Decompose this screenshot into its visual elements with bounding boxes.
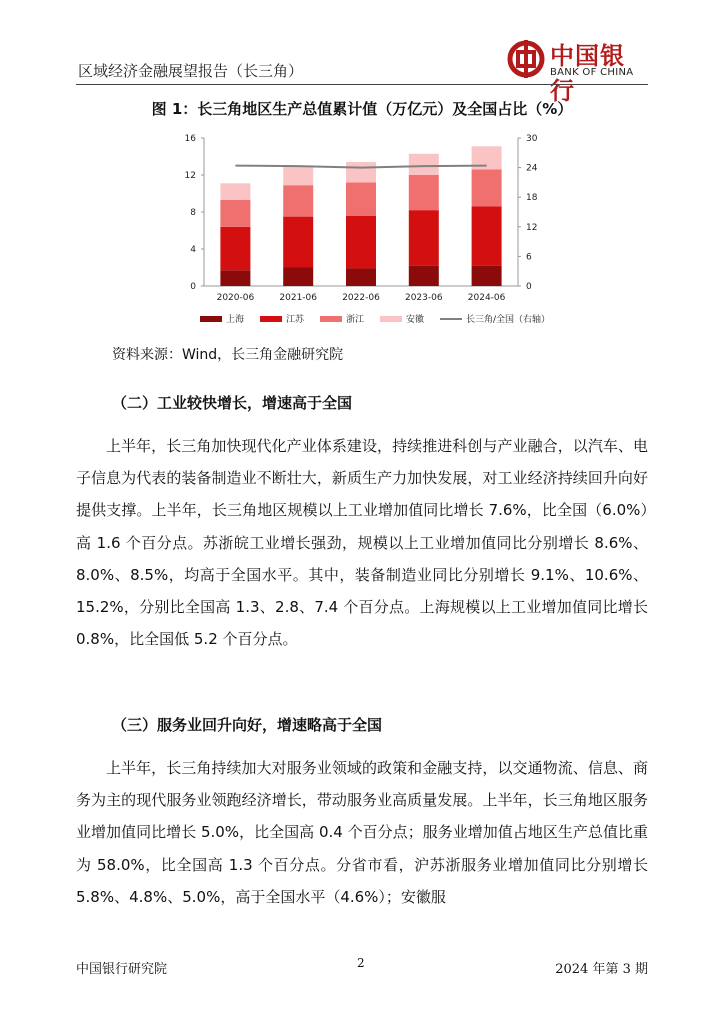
bar-segment [283, 185, 313, 216]
legend-label: 上海 [226, 315, 245, 325]
paragraph-industry: 上半年，长三角加快现代化产业体系建设，持续推进科创与产业融合，以汽车、电子信息为代表的装备制造业不断壮大，新质生产力加快发展，对工业经济持续回升向好提供支撑。上半年，长三角地区规模以上工业增加值同比增长 7.6%，比全国（6.0%）高 1.6 个百分点。苏浙皖工业增长强劲，规模以上工业增加值同比分别增长 8.6%、8.0%、8.5%，均高于全国水平。其中，装备制造业同比分别增长 9.1%、10.6%、15.2%，分别比全国高 1.3、2.8、7.4 个百分点。上海规模以上工业增加值同比增长 0.8%，比全国低 5.2 个百分点。 [76, 437, 648, 649]
bar-segment [409, 266, 439, 286]
right-tick-label: 30 [526, 134, 538, 144]
left-tick-label: 16 [184, 134, 196, 144]
right-tick-label: 6 [526, 252, 532, 263]
report-title: 区域经济金融展望报告（长三角） [78, 62, 304, 80]
footer-issue: 2024 年第 3 期 [555, 962, 648, 977]
paragraph-services: 上半年，长三角持续加大对服务业领域的政策和金融支持，以交通物流、信息、商务为主的现代服务业领跑经济增长，带动服务业高质量发展。上半年，长三角地区服务业增加值同比增长 5.0%，比全国高 0.4 个百分点；服务业增加值占地区生产总值比重为 58.0%，比全国高 1.3 个百分点。分省市看，沪苏浙服务业增加值同比分别增长 5.8%、4.8%、5.0%，高于全国水平（4.6%）；安徽服 [76, 759, 648, 906]
bar-segment [409, 210, 439, 266]
bar-segment [346, 162, 376, 182]
bank-of-china-emblem-icon [506, 39, 546, 79]
bar-segment [346, 182, 376, 215]
right-tick-label: 24 [526, 163, 538, 174]
right-tick-label: 0 [526, 282, 532, 292]
bar-segment [283, 268, 313, 287]
page-number: 2 [357, 956, 365, 970]
bar-segment [409, 154, 439, 175]
bar-segment [220, 183, 250, 200]
category-label: 2024-06 [467, 293, 506, 303]
bar-segment [283, 217, 313, 268]
bar-segment [220, 227, 250, 270]
legend-swatch [320, 316, 342, 322]
section-heading-industry: （二）工业较快增长，增速高于全国 [112, 394, 353, 412]
bar-segment [472, 169, 502, 206]
footer-institute: 中国银行研究院 [76, 962, 168, 977]
bar-segment [346, 216, 376, 269]
legend-label: 长三角/全国（右轴） [466, 315, 551, 325]
left-tick-label: 4 [190, 245, 196, 255]
logo-english-name: BANK OF CHINA [550, 67, 634, 78]
category-label: 2020-06 [216, 293, 255, 303]
bar-segment [283, 166, 313, 185]
category-label: 2023-06 [404, 293, 443, 303]
bar-segment [409, 175, 439, 210]
legend-swatch [260, 316, 282, 322]
legend-label: 安徽 [406, 315, 425, 325]
left-tick-label: 12 [184, 171, 196, 181]
legend-label: 浙江 [346, 315, 365, 325]
right-tick-label: 18 [526, 193, 538, 204]
legend-swatch [380, 316, 402, 322]
bar-segment [346, 268, 376, 286]
category-label: 2021-06 [279, 293, 318, 303]
gdp-stacked-bar-chart [150, 126, 590, 340]
legend-swatch [200, 316, 222, 322]
left-tick-label: 0 [190, 282, 196, 292]
legend-label: 江苏 [286, 315, 305, 325]
logo-chinese-name: 中国银行 [550, 41, 625, 105]
left-tick-label: 8 [190, 208, 196, 218]
bar-segment [220, 200, 250, 227]
header-divider [76, 84, 648, 85]
bar-segment [472, 266, 502, 286]
figure-title: 图 1：长三角地区生产总值累计值（万亿元）及全国占比（%） [151, 100, 573, 118]
bank-logo [506, 36, 648, 105]
section-heading-services: （三）服务业回升向好，增速略高于全国 [112, 716, 383, 734]
category-label: 2022-06 [342, 293, 380, 303]
bar-segment [472, 206, 502, 265]
figure-source: 资料来源：Wind，长三角金融研究院 [112, 347, 344, 363]
bar-segment [220, 270, 250, 286]
right-tick-label: 12 [526, 222, 538, 233]
